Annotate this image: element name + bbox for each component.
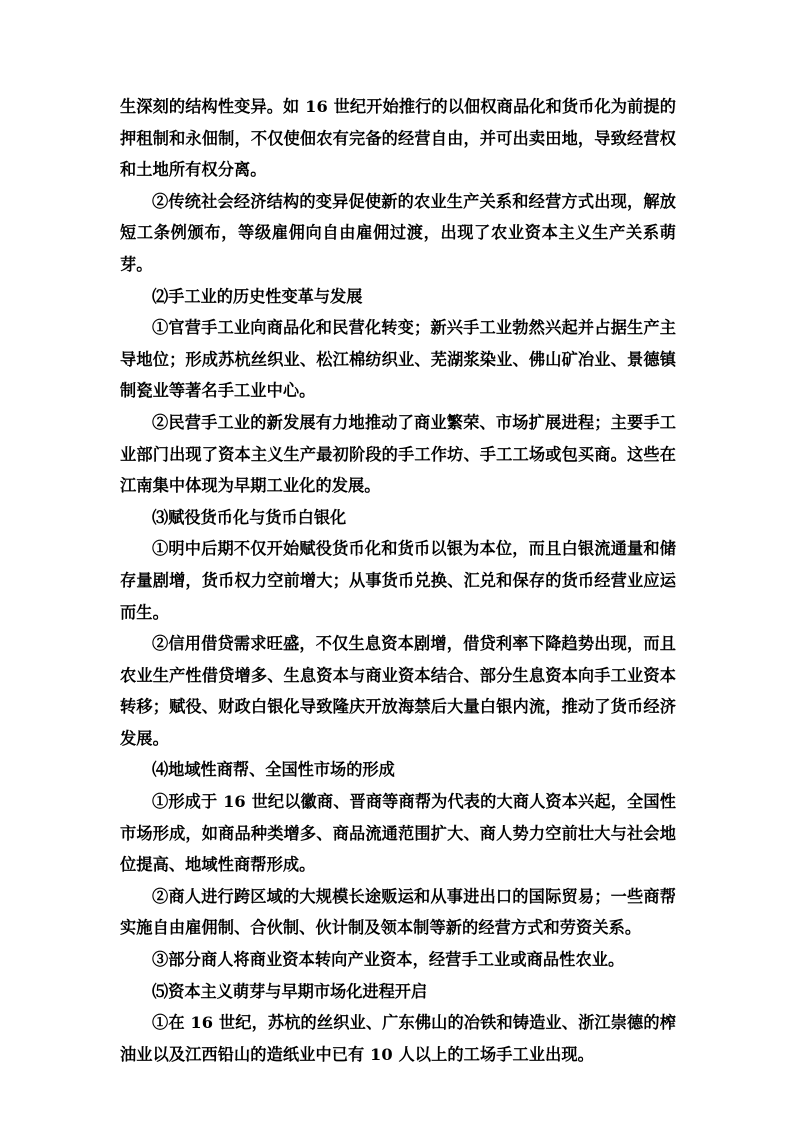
paragraph: ①在 16 世纪，苏杭的丝织业、广东佛山的冶铁和铸造业、浙江崇德的榨油业以及江西铅山的造纸业中已有 10 人以上的工场手工业出现。 <box>120 1013 676 1064</box>
section-heading: ⑷地域性商帮、全国性市场的形成 <box>152 760 395 780</box>
paragraph: ①明中后期不仅开始赋役货币化和货币以银为本位，而且白银流通量和储存量剧增，货币权力空前增大；从事货币兑换、汇兑和保存的货币经营业应运而生。 <box>120 539 676 622</box>
paragraph: ②民营手工业的新发展有力地推动了商业繁荣、市场扩展进程；主要手工业部门出现了资本主义生产最初阶段的手工作坊、手工工场或包买商。这些在江南集中体现为早期工业化的发展。 <box>120 412 676 496</box>
section-heading: ⑶赋役货币化与货币白银化 <box>152 507 347 527</box>
paragraph: ②商人进行跨区域的大规模长途贩运和从事进出口的国际贸易；一些商帮实施自由雇佣制、合伙制、伙计制及领本制等新的经营方式和劳资关系。 <box>120 886 676 938</box>
document-page <box>120 91 676 1070</box>
paragraph: 生深刻的结构性变异。如 16 世纪开始推行的以佃权商品化和货币化为前提的押租制和永佃制，不仅使佃农有完备的经营自由，并可出卖田地，导致经营权和土地所有权分离。 <box>120 97 676 180</box>
paragraph: ②信用借贷需求旺盛，不仅生息资本剧增，借贷利率下降趋势出现，而且农业生产性借贷增多、生息资本与商业资本结合、部分生息资本向手工业资本转移；赋役、财政白银化导致隆庆开放海禁后大量白银内流，推动了货币经济发展。 <box>120 634 676 748</box>
paragraph: ②传统社会经济结构的变异促使新的农业生产关系和经营方式出现，解放短工条例颁布，等级雇佣向自由雇佣过渡，出现了农业资本主义生产关系萌芽。 <box>120 191 676 274</box>
section-heading: ⑵手工业的历史性变革与发展 <box>152 286 363 306</box>
paragraph: ①官营手工业向商品化和民营化转变；新兴手工业勃然兴起并占据生产主导地位；形成苏杭丝织业、松江棉纺织业、芜湖浆染业、佛山矿冶业、景德镇制瓷业等著名手工业中心。 <box>120 318 676 401</box>
section-heading: ⑸资本主义萌芽与早期市场化进程开启 <box>152 981 428 1001</box>
paragraph: ③部分商人将商业资本转向产业资本，经营手工业或商品性农业。 <box>152 950 625 970</box>
paragraph: ①形成于 16 世纪以徽商、晋商等商帮为代表的大商人资本兴起，全国性市场形成，如商品种类增多、商品流通范围扩大、商人势力空前壮大与社会地位提高、地域性商帮形成。 <box>120 792 676 875</box>
